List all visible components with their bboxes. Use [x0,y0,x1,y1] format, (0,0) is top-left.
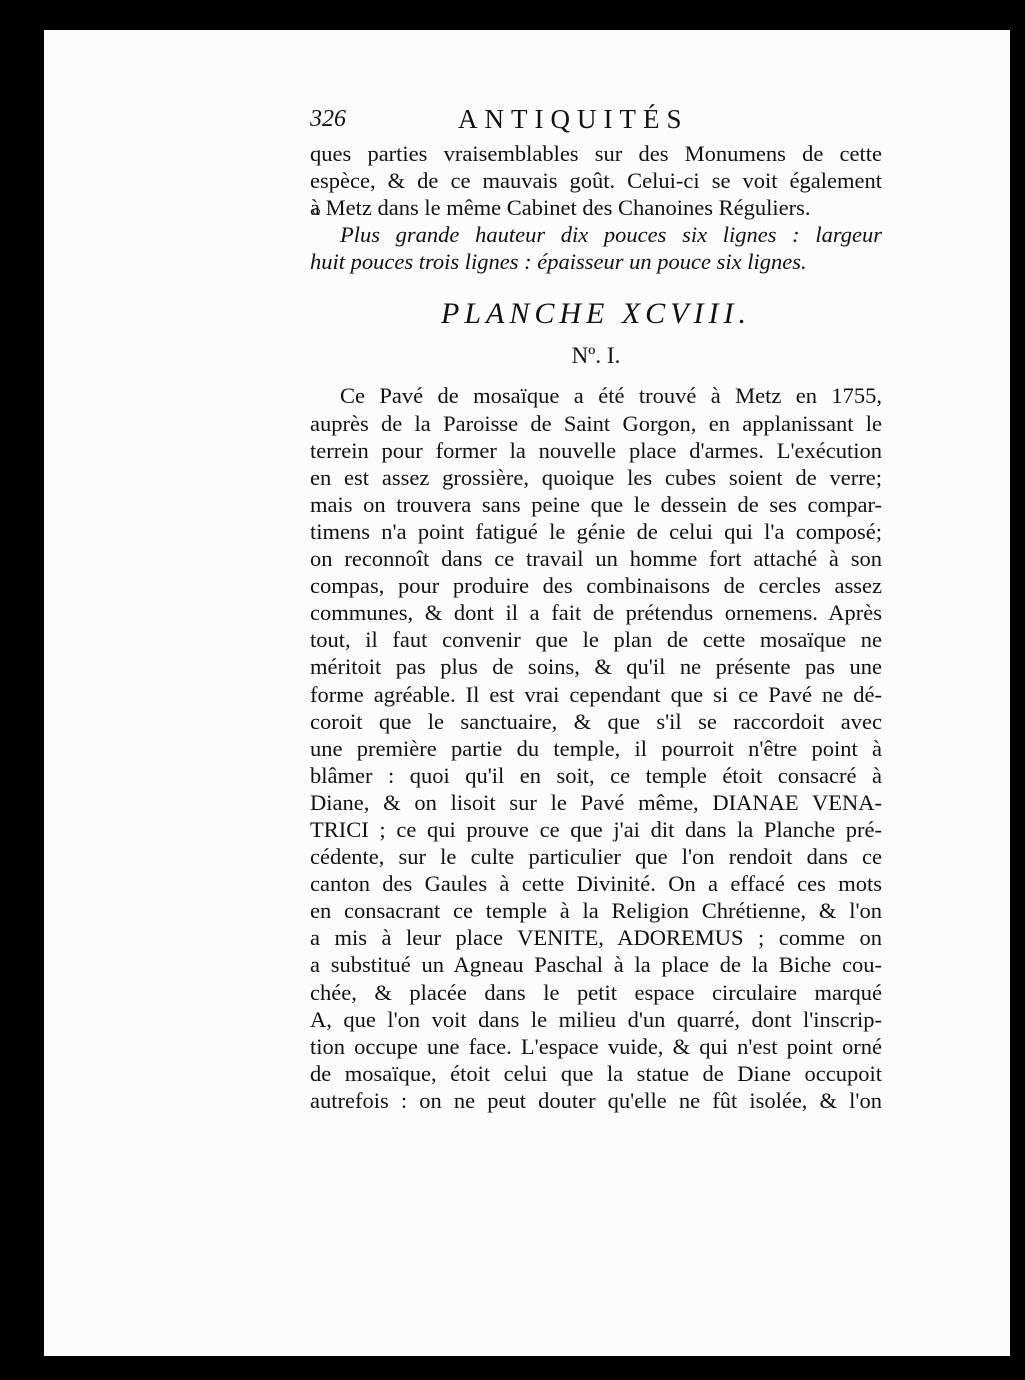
text-line: en consacrant ce temple à la Religion Chrétienne, & l'on [310,898,882,924]
running-head [310,100,882,140]
measurement-line: huit pouces trois lignes : épaisseur un pouce six lignes. [310,249,807,275]
text-line: ques parties vraisemblables sur des Monumens de cette [310,141,882,166]
text-line: tion occupe une face. L'espace vuide, & qui n'est point orné [310,1033,882,1059]
plate-title: PLANCHE XCVIII. [441,297,751,331]
text-line: canton des Gaules à cette Divinité. On a effacé ces mots [310,871,882,897]
text-line: Ce Pavé de mosaïque a été trouvé à Metz en 1755, [340,383,882,409]
text-line: autrefois : on ne peut douter qu'elle ne fût isolée, & l'on [310,1087,882,1113]
text-line: a substitué un Agneau Paschal à la place de la Biche cou- [310,952,882,978]
text-line: timens n'a point fatigué le génie de celui qui l'a composé; [310,518,882,544]
text-line: communes, & dont il a fait de prétendus ornemens. Après [310,600,882,626]
text-line: compas, pour produire des combinaisons de cercles assez [310,573,882,599]
measurement-line: Plus grande hauteur dix pouces six lignes : largeur [340,222,882,248]
intro-paragraph [310,140,882,221]
text-line: espèce, & de ce mauvais goût. Celui-ci se voit également [310,168,882,194]
text-line: TRICI ; ce qui prouve ce que j'ai dit dans la Planche pré- [310,816,882,842]
running-title: ANTIQUITÉS [458,104,689,134]
text-line: cédente, sur le culte particulier que l'on rendoit dans ce [310,844,882,870]
text-line: a mis à leur place VENITE, ADOREMUS ; comme on [310,925,882,951]
text-line: auprès de la Paroisse de Saint Gorgon, en applanissant le [310,410,882,436]
page-number: 326 [310,106,346,132]
text-line: blâmer : quoi qu'il en soit, ce temple étoit consacré à [310,762,882,788]
text-line: terrein pour former la nouvelle place d'armes. L'exécution [310,437,882,463]
text-line: méritoit pas plus de soins, & qu'il ne présente pas une [310,654,882,680]
text-line: tout, il faut convenir que le plan de cette mosaïque ne [310,627,882,653]
text-line: à Metz dans le même Cabinet des Chanoines Réguliers. [310,195,811,221]
text-line: Diane, & on lisoit sur le Pavé même, DIANAE VENA- [310,789,882,815]
text-block [310,100,882,1114]
plate-number: Nº. I. [571,343,621,369]
text-line: une première partie du temple, il pourroit n'être point à [310,735,882,761]
text-line: on reconnoît dans ce travail un homme fort attaché à son [310,546,882,572]
text-line: forme agréable. Il est vrai cependant que si ce Pavé ne dé- [310,681,882,707]
body-paragraph [310,382,882,1114]
text-line: mais on trouvera sans peine que le dessein de ses compar- [310,491,882,517]
text-line: coroit que le sanctuaire, & que s'il se raccordoit avec [310,708,882,734]
text-line: de mosaïque, étoit celui que la statue de Diane occupoit [310,1060,882,1086]
text-line: chée, & placée dans le petit espace circulaire marqué [310,979,882,1005]
text-line: A, que l'on voit dans le milieu d'un quarré, dont l'inscrip- [310,1006,882,1032]
text-line: en est assez grossière, quoique les cubes soient de verre; [310,464,882,490]
measurement-paragraph [310,221,882,275]
